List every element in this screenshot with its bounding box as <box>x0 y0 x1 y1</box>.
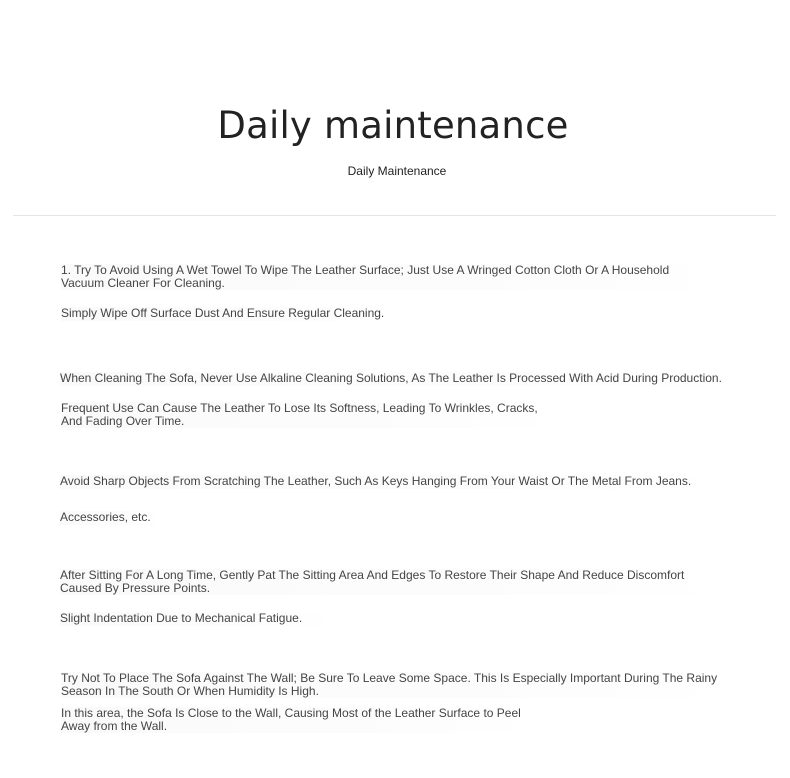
section-4-secondary-text: Slight Indentation Due to Mechanical Fatigue. <box>60 612 332 626</box>
section-3-secondary-text: Accessories, etc. <box>60 511 160 525</box>
section-5-primary-text: Try Not To Place The Sofa Against The Wall; Be Sure To Leave Some Space. This Is Especially Important During The Rainy Season In The South Or When Humidity Is High. <box>61 672 721 698</box>
page-subtitle: Daily Maintenance <box>347 164 447 178</box>
section-5-secondary-text: In this area, the Sofa Is Close to the Wall, Causing Most of the Leather Surface to Peel Away from the Wall. <box>61 707 529 733</box>
section-1-secondary-text: Simply Wipe Off Surface Dust And Ensure Regular Cleaning. <box>61 307 391 321</box>
section-2-primary-text: When Cleaning The Sofa, Never Use Alkaline Cleaning Solutions, As The Leather Is Processed With Acid During Production. <box>60 372 736 386</box>
section-1-primary-text: 1. Try To Avoid Using A Wet Towel To Wipe The Leather Surface; Just Use A Wringed Cotton Cloth Or A Household Vacuum Cleaner For Cleaning. <box>61 264 719 290</box>
section-4-primary-text: After Sitting For A Long Time, Gently Pat The Sitting Area And Edges To Restore Their Shape And Reduce Discomfort Caused By Pressure Points. <box>60 569 720 595</box>
section-3-primary-text: Avoid Sharp Objects From Scratching The Leather, Such As Keys Hanging From Your Waist Or The Metal From Jeans. <box>60 475 720 489</box>
section-2-secondary-text: Frequent Use Can Cause The Leather To Lose Its Softness, Leading To Wrinkles, Cracks, And Fading Over Time. <box>61 402 555 428</box>
page-title: Daily maintenance <box>217 104 569 147</box>
header-divider <box>13 215 776 216</box>
